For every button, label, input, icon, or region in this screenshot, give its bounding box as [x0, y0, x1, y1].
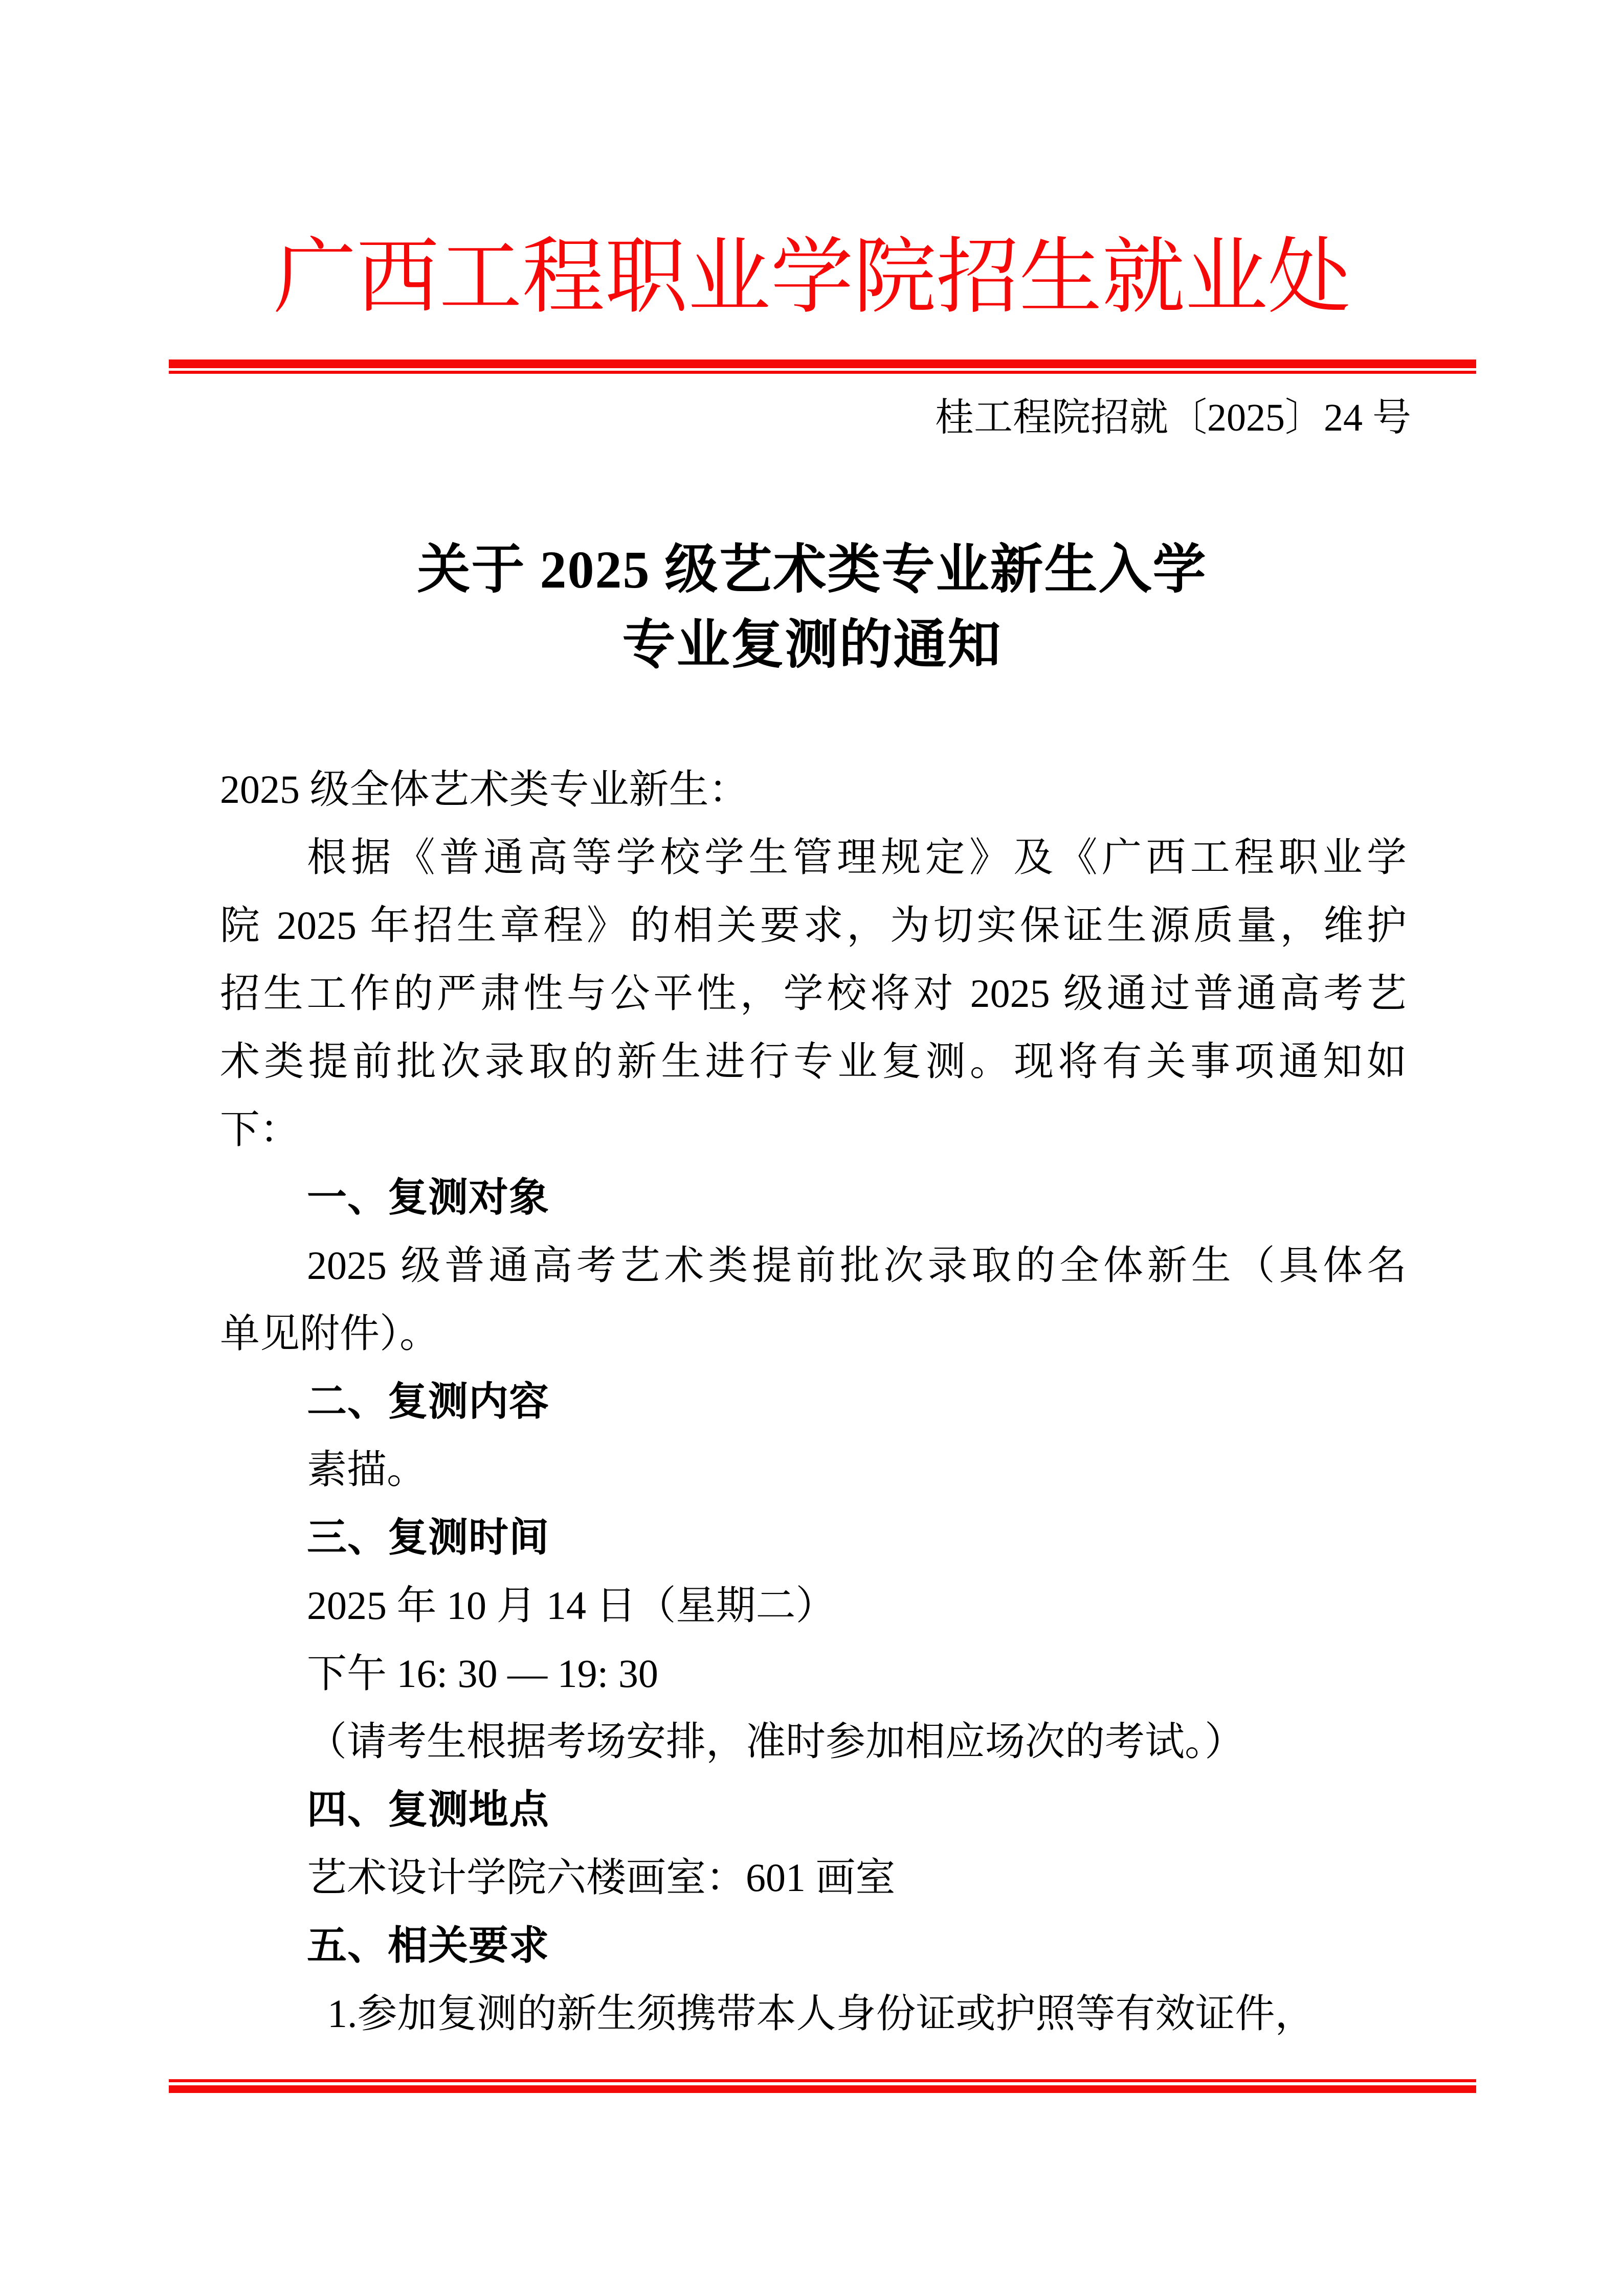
body-line: 根据《普通高等学校学生管理规定》及《广西工程职业学	[307, 835, 1407, 880]
body-line: 单见附件）。	[220, 1311, 440, 1356]
notice-title-line1: 关于 2025 级艺术类专业新生入学	[417, 541, 1207, 599]
body-line: 艺术设计学院六楼画室：601 画室	[307, 1855, 896, 1900]
body-line: 术类提前批次录取的新生进行专业复测。现将有关事项通知如	[220, 1039, 1407, 1084]
body-line: 2025 级普通高考艺术类提前批次录取的全体新生（具体名	[307, 1243, 1407, 1288]
section-heading: 二、复测内容	[307, 1379, 550, 1424]
body-line: 下：	[220, 1107, 300, 1152]
body-line: 2025 年 10 月 14 日（星期二）	[307, 1583, 836, 1628]
notice-title	[0, 532, 1624, 683]
body-line: 招生工作的严肃性与公平性，学校将对 2025 级通过普通高考艺	[220, 971, 1407, 1016]
body-line: 1.参加复测的新生须携带本人身份证或护照等有效证件，	[327, 1991, 1315, 2036]
body-line: 院 2025 年招生章程》的相关要求，为切实保证生源质量，维护	[220, 903, 1407, 948]
header-rule-thin	[169, 371, 1476, 374]
section-heading: 四、复测地点	[307, 1787, 550, 1832]
doc-number: 桂工程院招就〔2025〕24 号	[935, 396, 1411, 439]
section-heading: 五、相关要求	[307, 1923, 550, 1968]
footer-rule-thin	[169, 2079, 1476, 2082]
section-heading: 一、复测对象	[307, 1175, 550, 1220]
notice-title-line2: 专业复测的通知	[622, 616, 1002, 674]
body-line: 下午 16: 30 — 19: 30	[307, 1651, 658, 1696]
body-line: （请考生根据考场安排，准时参加相应场次的考试。）	[307, 1719, 1245, 1764]
body-line: 素描。	[307, 1447, 427, 1492]
org-title: 广西工程职业学院招生就业处	[273, 232, 1351, 324]
header-rule-thick	[169, 359, 1476, 368]
salutation-line: 2025 级全体艺术类专业新生：	[220, 767, 749, 812]
notice-body	[220, 755, 1407, 2047]
footer-rule-thick	[169, 2085, 1476, 2093]
section-heading: 三、复测时间	[307, 1515, 550, 1560]
